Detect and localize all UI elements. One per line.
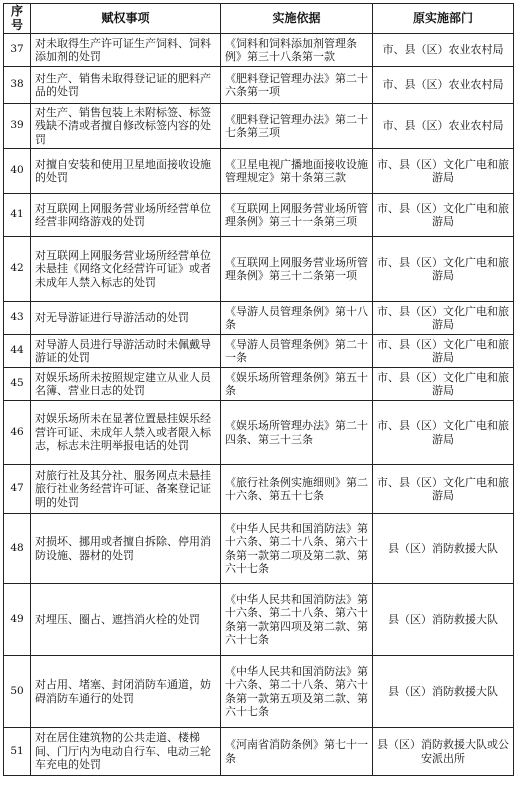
row-dept: 市、县（区）农业农村局 — [373, 104, 514, 149]
row-dept: 市、县（区）文化广电和旅游局 — [373, 401, 514, 465]
row-dept: 市、县（区）文化广电和旅游局 — [373, 465, 514, 514]
row-dept: 县（区）消防救援大队 — [373, 656, 514, 728]
row-dept: 市、县（区）文化广电和旅游局 — [373, 149, 514, 194]
row-basis: 《肥料登记管理办法》第二十七条第三项 — [221, 104, 373, 149]
row-item: 对互联网上网服务营业场所经营单位未悬挂《网络文化经营许可证》或者未成年人禁入标志的处罚 — [31, 237, 221, 302]
table-row — [4, 194, 514, 237]
table-row — [4, 302, 514, 335]
row-item: 对埋压、圈占、遮挡消火栓的处罚 — [31, 584, 221, 656]
row-dept: 市、县（区）文化广电和旅游局 — [373, 302, 514, 335]
row-number: 41 — [4, 194, 31, 237]
row-number: 45 — [4, 368, 31, 401]
row-basis: 《饲料和饲料添加剂管理条例》第三十八条第一款 — [221, 34, 373, 67]
row-basis: 《中华人民共和国消防法》第十六条、第二十八条、第六十条第一款第五项及第二款、第六十七条 — [221, 656, 373, 728]
row-item: 对生产、销售未取得登记证的肥料产品的处罚 — [31, 67, 221, 104]
row-number: 40 — [4, 149, 31, 194]
row-basis: 《导游人员管理条例》第二十一条 — [221, 335, 373, 368]
row-dept: 县（区）消防救援大队 — [373, 584, 514, 656]
table-row — [4, 465, 514, 514]
row-item: 对擅自安装和使用卫星地面接收设施的处罚 — [31, 149, 221, 194]
table-row — [4, 149, 514, 194]
row-number: 47 — [4, 465, 31, 514]
row-number: 37 — [4, 34, 31, 67]
row-item: 对互联网上网服务营业场所经营单位经营非网络游戏的处罚 — [31, 194, 221, 237]
table-row — [4, 514, 514, 584]
row-number: 49 — [4, 584, 31, 656]
row-dept: 市、县（区）农业农村局 — [373, 34, 514, 67]
row-item: 对旅行社及其分社、服务网点未悬挂旅行社业务经营许可证、备案登记证明的处罚 — [31, 465, 221, 514]
row-dept: 市、县（区）农业农村局 — [373, 67, 514, 104]
table-row — [4, 728, 514, 776]
header-item: 赋权事项 — [31, 4, 221, 34]
row-basis: 《娱乐场所管理条例》第五十条 — [221, 368, 373, 401]
row-number: 50 — [4, 656, 31, 728]
row-number: 42 — [4, 237, 31, 302]
row-number: 51 — [4, 728, 31, 776]
authority-table — [3, 3, 514, 776]
table-row — [4, 401, 514, 465]
row-basis: 《旅行社条例实施细则》第二十六条、第五十七条 — [221, 465, 373, 514]
row-item: 对生产、销售包装上未附标签、标签残缺不清或者擅自修改标签内容的处罚 — [31, 104, 221, 149]
row-number: 43 — [4, 302, 31, 335]
row-dept: 市、县（区）文化广电和旅游局 — [373, 194, 514, 237]
row-item: 对无导游证进行导游活动的处罚 — [31, 302, 221, 335]
row-basis: 《河南省消防条例》第七十一条 — [221, 728, 373, 776]
row-number: 46 — [4, 401, 31, 465]
table-row — [4, 67, 514, 104]
row-number: 44 — [4, 335, 31, 368]
table-row — [4, 34, 514, 67]
row-basis: 《肥料登记管理办法》第二十六条第一项 — [221, 67, 373, 104]
row-item: 对娱乐场所未按照规定建立从业人员名簿、营业日志的处罚 — [31, 368, 221, 401]
row-basis: 《中华人民共和国消防法》第十六条、第二十八条、第六十条第一款第二项及第二款、第六十七条 — [221, 514, 373, 584]
row-basis: 《中华人民共和国消防法》第十六条、第二十八条、第六十条第一款第四项及第二款、第六十七条 — [221, 584, 373, 656]
row-item: 对未取得生产许可证生产饲料、饲料添加剂的处罚 — [31, 34, 221, 67]
row-number: 38 — [4, 67, 31, 104]
row-number: 48 — [4, 514, 31, 584]
row-basis: 《互联网上网服务营业场所管理条例》第三十二条第一项 — [221, 237, 373, 302]
row-item: 对损坏、挪用或者擅自拆除、停用消防设施、器材的处罚 — [31, 514, 221, 584]
table-row — [4, 237, 514, 302]
row-item: 对娱乐场所未在显著位置悬挂娱乐经营许可证、未成年人禁入或者限入标志，标志未注明举报电话的处罚 — [31, 401, 221, 465]
table-row — [4, 104, 514, 149]
table-row — [4, 368, 514, 401]
row-item: 对在居住建筑物的公共走道、楼梯间、门厅内为电动自行车、电动三轮车充电的处罚 — [31, 728, 221, 776]
row-basis: 《娱乐场所管理办法》第二十四条、第三十三条 — [221, 401, 373, 465]
header-no: 序号 — [4, 4, 31, 34]
row-item: 对占用、堵塞、封闭消防车通道，妨碍消防车通行的处罚 — [31, 656, 221, 728]
row-basis: 《卫星电视广播地面接收设施管理规定》第十条第三款 — [221, 149, 373, 194]
row-basis: 《互联网上网服务营业场所管理条例》第三十一条第三项 — [221, 194, 373, 237]
table-row — [4, 584, 514, 656]
table-row — [4, 656, 514, 728]
row-dept: 县（区）消防救援大队 — [373, 514, 514, 584]
header-row — [4, 4, 514, 34]
row-number: 39 — [4, 104, 31, 149]
row-dept: 市、县（区）文化广电和旅游局 — [373, 237, 514, 302]
header-dept: 原实施部门 — [373, 4, 514, 34]
row-item: 对导游人员进行导游活动时未佩戴导游证的处罚 — [31, 335, 221, 368]
table-row — [4, 335, 514, 368]
row-dept: 市、县（区）文化广电和旅游局 — [373, 335, 514, 368]
row-basis: 《导游人员管理条例》第十八条 — [221, 302, 373, 335]
row-dept: 市、县（区）文化广电和旅游局 — [373, 368, 514, 401]
header-basis: 实施依据 — [221, 4, 373, 34]
row-dept: 县（区）消防救援大队或公安派出所 — [373, 728, 514, 776]
